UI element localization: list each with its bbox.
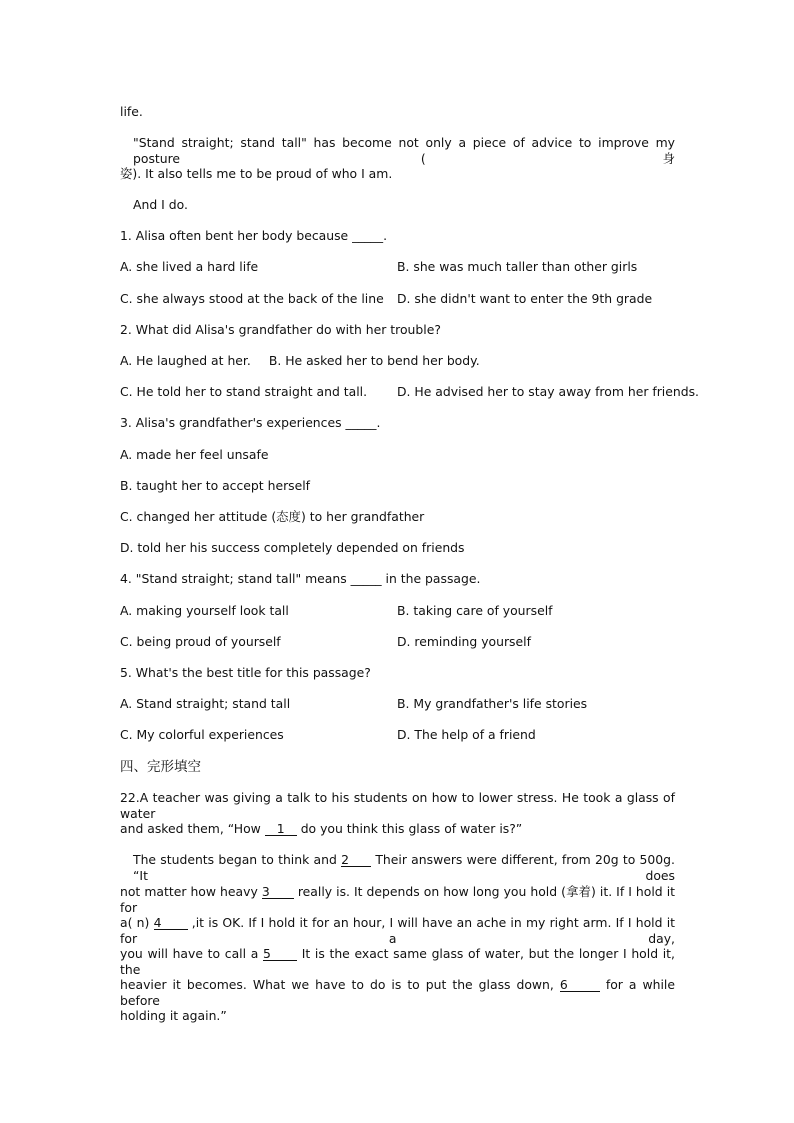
option-b: B. He asked her to bend her body. xyxy=(268,353,480,368)
blank-3: 3 xyxy=(262,885,294,899)
option-a: A. she lived a hard life xyxy=(120,259,259,274)
passage-line: "Stand straight; stand tall" has become not only a piece of advice to improve my posture (身 xyxy=(133,135,675,166)
option-b: B. taking care of yourself xyxy=(397,603,553,618)
option-c: C. He told her to stand straight and tall. xyxy=(120,384,368,399)
option-a: A. He laughed at her. xyxy=(120,353,251,368)
cloze-text: It is the exact same glass of water, but the longer I hold it, the xyxy=(120,946,675,977)
question-stem: 4. "Stand straight; stand tall" means _____ in the passage. xyxy=(120,571,481,586)
cloze-text: The students began to think and xyxy=(133,852,342,867)
cloze-text: heavier it becomes. What we have to do is to put the glass down, xyxy=(120,977,560,992)
passage-line: And I do. xyxy=(133,197,188,212)
question-stem: 2. What did Alisa's grandfather do with her trouble? xyxy=(120,322,441,337)
cloze-line xyxy=(133,852,675,884)
cloze-line xyxy=(120,946,675,978)
question-stem: 1. Alisa often bent her body because _____. xyxy=(120,228,388,243)
blank-2: 2 xyxy=(341,853,371,867)
blank-5: 5 xyxy=(263,947,297,961)
blank-4: 4 xyxy=(154,916,188,930)
cloze-text: do you think this glass of water is?” xyxy=(296,821,523,836)
cloze-text: Their answers were different, from 20g to 500g. “It does xyxy=(133,852,675,883)
option-d: D. The help of a friend xyxy=(397,727,536,742)
cloze-text: ,it is OK. If I hold it for an hour, I will have an ache in my right arm. If I hold it for a day, xyxy=(120,915,675,946)
cloze-text: you will have to call a xyxy=(120,946,264,961)
option-b: B. taught her to accept herself xyxy=(120,478,311,493)
cloze-text: for a while before xyxy=(120,977,675,1008)
option-b: B. she was much taller than other girls xyxy=(397,259,638,274)
cloze-line: holding it again.” xyxy=(120,1008,227,1023)
cloze-text: and asked them, “How xyxy=(120,821,265,836)
question-stem: 5. What's the best title for this passage? xyxy=(120,665,371,680)
option-d: D. reminding yourself xyxy=(397,634,531,649)
passage-line: life. xyxy=(120,104,143,119)
option-c: C. My colorful experiences xyxy=(120,727,284,742)
cloze-text: not matter how heavy xyxy=(120,884,262,899)
blank-6: 6 xyxy=(560,978,600,992)
option-row xyxy=(120,353,675,369)
option-a: A. making yourself look tall xyxy=(120,603,289,618)
cloze-line xyxy=(120,884,675,916)
cloze-line xyxy=(120,915,675,947)
option-c: C. she always stood at the back of the line xyxy=(120,291,384,306)
cloze-line xyxy=(120,821,675,837)
option-a: A. Stand straight; stand tall xyxy=(120,696,291,711)
option-d: D. He advised her to stay away from her friends. xyxy=(397,384,699,399)
option-b: B. My grandfather's life stories xyxy=(397,696,588,711)
option-a: A. made her feel unsafe xyxy=(120,447,269,462)
option-c: C. changed her attitude (态度) to her grandfather xyxy=(120,509,425,524)
cloze-text: a( n) xyxy=(120,915,154,930)
passage-line: 姿). It also tells me to be proud of who I am. xyxy=(120,166,393,181)
cloze-text: really is. It depends on how long you hold (拿着) it. If I hold it for xyxy=(120,884,675,915)
option-d: D. told her his success completely depended on friends xyxy=(120,540,465,555)
blank-1: 1 xyxy=(265,822,297,836)
option-c: C. being proud of yourself xyxy=(120,634,281,649)
question-stem: 3. Alisa's grandfather's experiences _____. xyxy=(120,415,381,430)
option-d: D. she didn't want to enter the 9th grade xyxy=(397,291,653,306)
section-heading: 四、完形填空 xyxy=(120,759,201,775)
cloze-line: 22.A teacher was giving a talk to his students on how to lower stress. He took a glass of water xyxy=(120,790,675,821)
cloze-line xyxy=(120,977,675,1009)
